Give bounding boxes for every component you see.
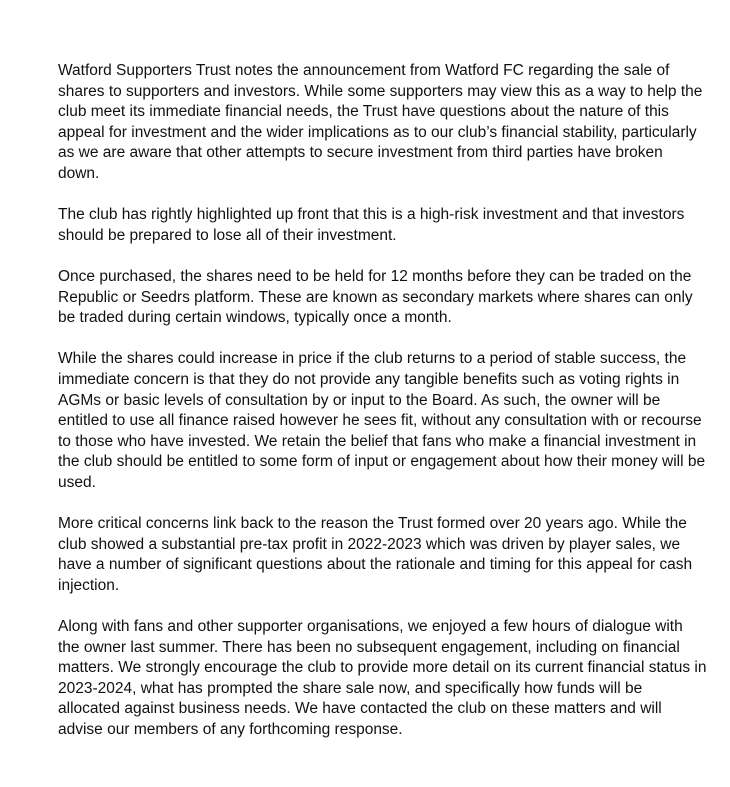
paragraph-intro: Watford Supporters Trust notes the announcement from Watford FC regarding the sale of shares to supporters and investors. While some supporters may view this as a way to help the club meet its immediate financial needs, the Trust have questions about the nature of this appeal for investment and the wider implications as to our club’s financial stability, particularly as we are aware that other attempts to secure investment from third parties have broken down.: [58, 62, 703, 182]
paragraph-trading: Once purchased, the shares need to be held for 12 months before they can be traded on the Republic or Seedrs platform. These are known as secondary markets where shares can only be traded during certain windows, typically once a month.: [58, 267, 693, 327]
paragraph-benefits: While the shares could increase in price if the club returns to a period of stable success, the immediate concern is that they do not provide any tangible benefits such as voting rights in AGMs or basic levels of consultation by or input to the Board. As such, the owner will be entitled to use all finance raised however he sees fit, without any consultation with or recourse to those who have invested. We retain the belief that fans who make a financial investment in the club should be entitled to some form of input or engagement about how their money will be used.: [58, 350, 706, 491]
paragraph-concerns: More critical concerns link back to the reason the Trust formed over 20 years ago. While the club showed a substantial pre-tax profit in 2022-2023 which was driven by player sales, we have a number of significant questions about the rationale and timing for this appeal for cash injection.: [58, 515, 693, 594]
statement-document: [58, 61, 708, 761]
paragraph-risk: The club has rightly highlighted up front that this is a high-risk investment and that investors should be prepared to lose all of their investment.: [58, 206, 685, 244]
paragraph-engagement: Along with fans and other supporter organisations, we enjoyed a few hours of dialogue with the owner last summer. There has been no subsequent engagement, including on financial matters. We strongly encourage the club to provide more detail on its current financial status in 2023-2024, what has prompted the share sale now, and specifically how funds will be allocated against business needs. We have contacted the club on these matters and will advise our members of any forthcoming response.: [58, 618, 707, 738]
